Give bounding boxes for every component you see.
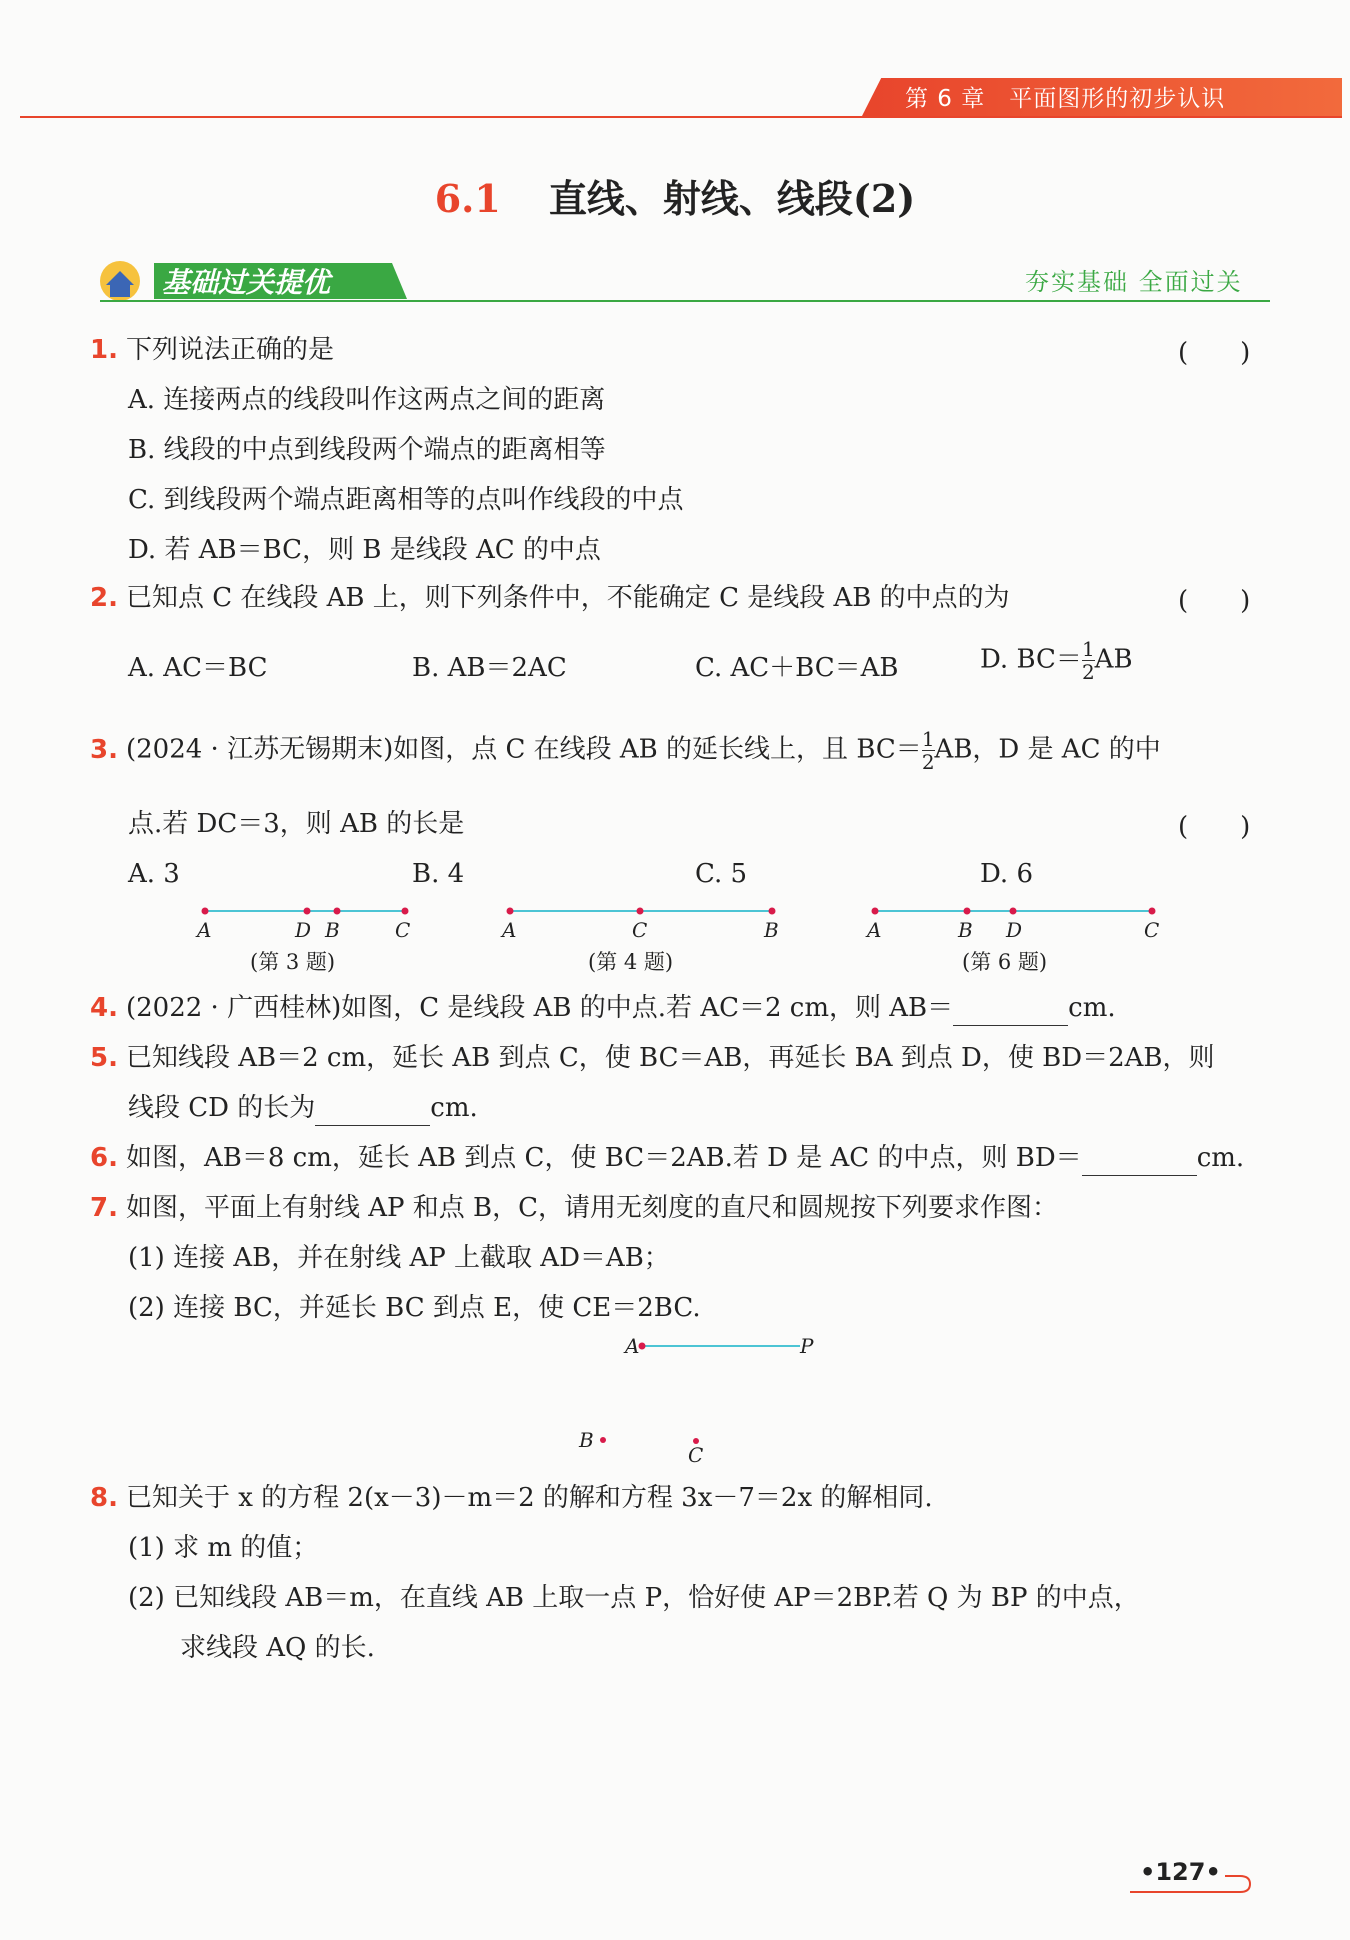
figures-row xyxy=(180,895,1200,950)
page-number: •127• xyxy=(1140,1858,1221,1886)
chapter-header: 第 6 章 平面图形的初步认识 xyxy=(905,86,1226,112)
answer-blank-5[interactable] xyxy=(315,1097,430,1126)
q2-option-d: D. BC＝ $\frac{1}{2}$ AB xyxy=(980,637,1133,684)
fig4-label-c: C xyxy=(632,918,648,942)
figure-3-caption: (第 3 题) xyxy=(250,950,336,974)
section-rule xyxy=(100,300,1270,302)
figure-3 xyxy=(195,908,410,943)
figure-4-caption: (第 4 题) xyxy=(588,950,674,974)
figure-4 xyxy=(500,908,779,943)
fig3-label-a: A xyxy=(197,918,212,942)
fig7-point-b xyxy=(575,1420,615,1460)
answer-blank-4[interactable] xyxy=(953,997,1068,1026)
q2-option-a: A. AC＝BC xyxy=(128,653,268,683)
answer-paren-3: ( ) xyxy=(1178,812,1251,842)
fig3-label-c: C xyxy=(395,918,411,942)
fig7-label-c: C xyxy=(688,1443,704,1467)
question-6: 6. 如图，AB＝8 cm，延长 AB 到点 C，使 BC＝2AB.若 D 是 AC 的中点，则 BD＝ cm. xyxy=(90,1140,1244,1176)
section-banner xyxy=(92,257,412,305)
fig4-label-b: B xyxy=(764,918,779,942)
q2-option-c: C. AC＋BC＝AB xyxy=(695,653,899,683)
question-4: 4. (2022 · 广西桂林)如图，C 是线段 AB 的中点.若 AC＝2 cm，则 AB＝ cm. xyxy=(90,990,1116,1026)
fig6-label-b: B xyxy=(958,918,973,942)
figure-6-caption: (第 6 题) xyxy=(962,950,1048,974)
fig3-label-d: D xyxy=(295,918,312,942)
page-number-decoration xyxy=(1125,1868,1255,1898)
fig6-label-d: D xyxy=(1006,918,1023,942)
q7-part-1: (1) 连接 AB，并在射线 AP 上截取 AD＝AB； xyxy=(128,1243,670,1273)
figure-6 xyxy=(865,908,1159,943)
q3-option-b: B. 4 xyxy=(412,859,465,889)
section-slogan: 夯实基础 全面过关 xyxy=(1025,268,1243,296)
answer-blank-6[interactable] xyxy=(1082,1147,1197,1176)
q1-option-a: A. 连接两点的线段叫作这两点之间的距离 xyxy=(128,385,606,415)
q3-option-d: D. 6 xyxy=(980,859,1033,889)
lesson-number: 6.1 xyxy=(434,176,501,221)
q1-option-b: B. 线段的中点到线段两个端点的距离相等 xyxy=(128,435,606,465)
question-5: 5. 已知线段 AB＝2 cm，延长 AB 到点 C，使 BC＝AB，再延长 BA 到点 D，使 BD＝2AB，则 xyxy=(90,1043,1215,1073)
lesson-title xyxy=(0,168,1350,223)
question-3-line2: 点.若 DC＝3，则 AB 的长是 xyxy=(128,809,465,839)
q1-option-d: D. 若 AB＝BC，则 B 是线段 AC 的中点 xyxy=(128,535,601,565)
q7-part-2: (2) 连接 BC，并延长 BC 到点 E，使 CE＝2BC. xyxy=(128,1293,701,1323)
figure-7 xyxy=(600,1325,840,1475)
question-1: 1. 下列说法正确的是 xyxy=(90,335,334,365)
fig4-label-a: A xyxy=(502,918,517,942)
answer-paren-1: ( ) xyxy=(1178,338,1251,368)
fig7-label-b-text: B xyxy=(579,1428,594,1452)
q8-part-1: (1) 求 m 的值； xyxy=(128,1533,319,1563)
lesson-title-text: 直线、射线、线段(2) xyxy=(548,176,916,221)
q3-option-c: C. 5 xyxy=(695,859,748,889)
question-8: 8. 已知关于 x 的方程 2(x－3)－m＝2 的解和方程 3x－7＝2x 的解相同. xyxy=(90,1483,933,1513)
fig6-label-c: C xyxy=(1144,918,1160,942)
question-3: 3. (2024 · 江苏无锡期末)如图，点 C 在线段 AB 的延长线上，且 BC＝ $\frac{1}{2}$ AB，D 是 AC 的中 xyxy=(90,727,1161,774)
q8-part-2-line2: 求线段 AQ 的长. xyxy=(180,1633,375,1663)
fig6-label-a: A xyxy=(867,918,882,942)
fig7-label-a: A xyxy=(625,1334,640,1358)
question-5-line2: 线段 CD 的长为 cm. xyxy=(128,1090,478,1126)
fig7-label-p: P xyxy=(800,1334,814,1358)
fig3-label-b: B xyxy=(325,918,340,942)
question-7: 7. 如图，平面上有射线 AP 和点 B，C，请用无刻度的直尺和圆规按下列要求作图： xyxy=(90,1193,1059,1223)
header-rule xyxy=(20,116,1342,118)
q2-option-b: B. AB＝2AC xyxy=(412,653,567,683)
answer-paren-2: ( ) xyxy=(1178,586,1251,616)
q8-part-2: (2) 已知线段 AB＝m，在直线 AB 上取一点 P，恰好使 AP＝2BP.若 Q 为 BP 的中点， xyxy=(128,1583,1140,1613)
q1-option-c: C. 到线段两个端点距离相等的点叫作线段的中点 xyxy=(128,485,684,515)
question-2: 2. 已知点 C 在线段 AB 上，则下列条件中，不能确定 C 是线段 AB 的中点的为 xyxy=(90,583,1010,613)
section-banner-text: 基础过关提优 xyxy=(162,266,331,299)
q3-option-a: A. 3 xyxy=(128,859,180,889)
